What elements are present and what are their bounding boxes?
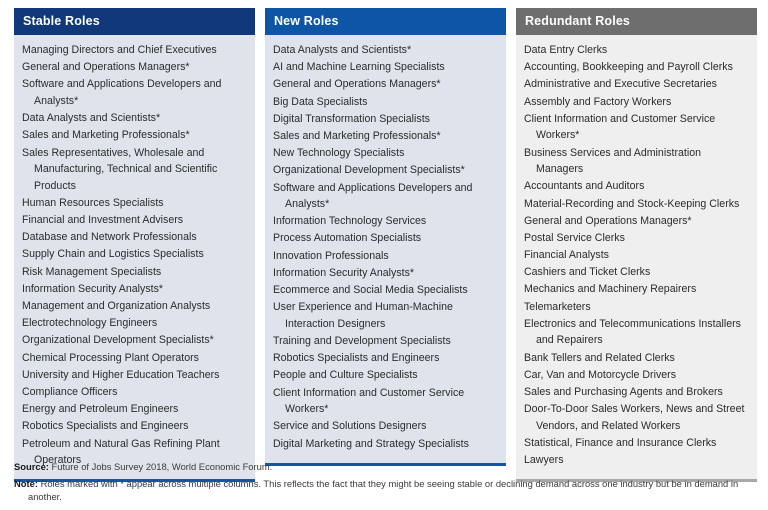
role-item: Accounting, Bookkeeping and Payroll Clerks: [524, 61, 733, 74]
role-item: Financial and Investment Advisers: [22, 214, 184, 227]
role-item: Robotics Specialists and Engineers: [273, 352, 440, 365]
role-item: Big Data Specialists: [273, 95, 368, 108]
column-redundant-roles: [516, 8, 757, 482]
role-item: Compliance Officers: [22, 385, 118, 398]
role-item: Sales and Marketing Professionals*: [22, 129, 190, 142]
role-item: Postal Service Clerks: [524, 231, 625, 244]
column-stable-roles: [14, 8, 255, 482]
role-item: Sales and Marketing Professionals*: [273, 129, 441, 142]
role-item: Digital Marketing and Strategy Specialists: [273, 437, 469, 450]
column-header-new: New Roles: [265, 8, 506, 35]
role-item: Administrative and Executive Secretaries: [524, 78, 717, 91]
role-item: Organizational Development Specialists*: [22, 334, 214, 347]
role-item: Electronics and Telecommunications Installers and Repairers: [524, 317, 741, 347]
asterisk-note: [14, 477, 758, 504]
role-item: Energy and Petroleum Engineers: [22, 403, 179, 416]
role-item: Financial Analysts: [524, 249, 609, 262]
role-item: Information Security Analysts*: [22, 282, 164, 295]
column-new-roles: [265, 8, 506, 466]
role-item: Organizational Development Specialists*: [273, 164, 465, 177]
role-item: Management and Organization Analysts: [22, 300, 211, 313]
role-item: Data Analysts and Scientists*: [273, 44, 412, 56]
role-item: Client Information and Customer Service Workers*: [524, 112, 716, 142]
role-item: Mechanics and Machinery Repairers: [524, 283, 697, 296]
role-item: Digital Transformation Specialists: [273, 112, 430, 125]
role-item: Robotics Specialists and Engineers: [22, 420, 189, 433]
role-item: Training and Development Specialists: [273, 335, 451, 347]
role-item: Cashiers and Ticket Clerks: [524, 266, 651, 279]
role-item: People and Culture Specialists: [273, 369, 418, 382]
role-item: Sales and Purchasing Agents and Brokers: [524, 385, 723, 398]
footer-notes: [14, 460, 758, 507]
role-item: Electrotechnology Engineers: [22, 317, 158, 330]
role-item: General and Operations Managers*: [273, 78, 441, 91]
role-item: Material-Recording and Stock-Keeping Clerks: [524, 197, 740, 210]
role-item: Assembly and Factory Workers: [524, 95, 672, 108]
role-item: Data Entry Clerks: [524, 44, 608, 56]
role-item: Risk Management Specialists: [22, 265, 162, 278]
role-item: Service and Solutions Designers: [273, 420, 427, 433]
role-item: Telemarketers: [524, 300, 591, 313]
role-item: AI and Machine Learning Specialists: [273, 61, 445, 74]
column-body-stable: [14, 35, 255, 479]
role-item: Software and Applications Developers and Analysts*: [22, 78, 222, 107]
roles-columns: [14, 8, 758, 482]
role-item: User Experience and Human-Machine Interaction Designers: [273, 301, 453, 330]
note-text: Roles marked with * appear across multiple columns. This reflects the fact that they might be seeing stable or declining demand across one industry but be in demand in another.: [28, 477, 739, 503]
role-item: General and Operations Managers*: [22, 61, 190, 74]
role-item: Database and Network Professionals: [22, 231, 197, 244]
column-body-redundant: [516, 35, 757, 479]
role-item: Client Information and Customer Service Workers*: [273, 386, 465, 416]
role-item: Process Automation Specialists: [273, 232, 422, 245]
role-item: Accountants and Auditors: [524, 180, 645, 193]
column-header-stable: Stable Roles: [14, 8, 255, 35]
source-note: [14, 460, 758, 474]
role-item: New Technology Specialists: [273, 147, 405, 160]
role-item: Bank Tellers and Related Clerks: [524, 351, 675, 364]
role-item: Software and Applications Developers and Analysts*: [273, 181, 473, 211]
role-item: Ecommerce and Social Media Specialists: [273, 284, 468, 297]
role-item: Supply Chain and Logistics Specialists: [22, 248, 204, 261]
role-item: Information Technology Services: [273, 215, 427, 228]
role-item: Chemical Processing Plant Operators: [22, 351, 199, 364]
role-item: General and Operations Managers*: [524, 214, 692, 227]
role-item: Human Resources Specialists: [22, 196, 164, 209]
role-item: Data Analysts and Scientists*: [22, 112, 161, 125]
column-body-new: [265, 35, 506, 463]
role-item: Innovation Professionals: [273, 249, 389, 262]
role-item: Lawyers: [524, 454, 564, 467]
role-item: Car, Van and Motorcycle Drivers: [524, 368, 677, 381]
note-label: Note:: [14, 477, 38, 489]
column-header-redundant: Redundant Roles: [516, 8, 757, 35]
source-text: Future of Jobs Survey 2018, World Economic Forum.: [51, 461, 273, 472]
role-item: Statistical, Finance and Insurance Clerks: [524, 436, 717, 449]
role-item: Information Security Analysts*: [273, 266, 415, 279]
source-label: Source:: [14, 461, 49, 472]
role-item: Managing Directors and Chief Executives: [22, 44, 217, 56]
role-item: Door-To-Door Sales Workers, News and Street Vendors, and Related Workers: [524, 403, 745, 432]
role-item: Business Services and Administration Managers: [524, 146, 702, 176]
role-item: University and Higher Education Teachers: [22, 368, 220, 381]
role-item: Petroleum and Natural Gas Refining Plant Operators: [22, 437, 220, 467]
role-item: Sales Representatives, Wholesale and Manufacturing, Technical and Scientific Products: [22, 146, 218, 192]
